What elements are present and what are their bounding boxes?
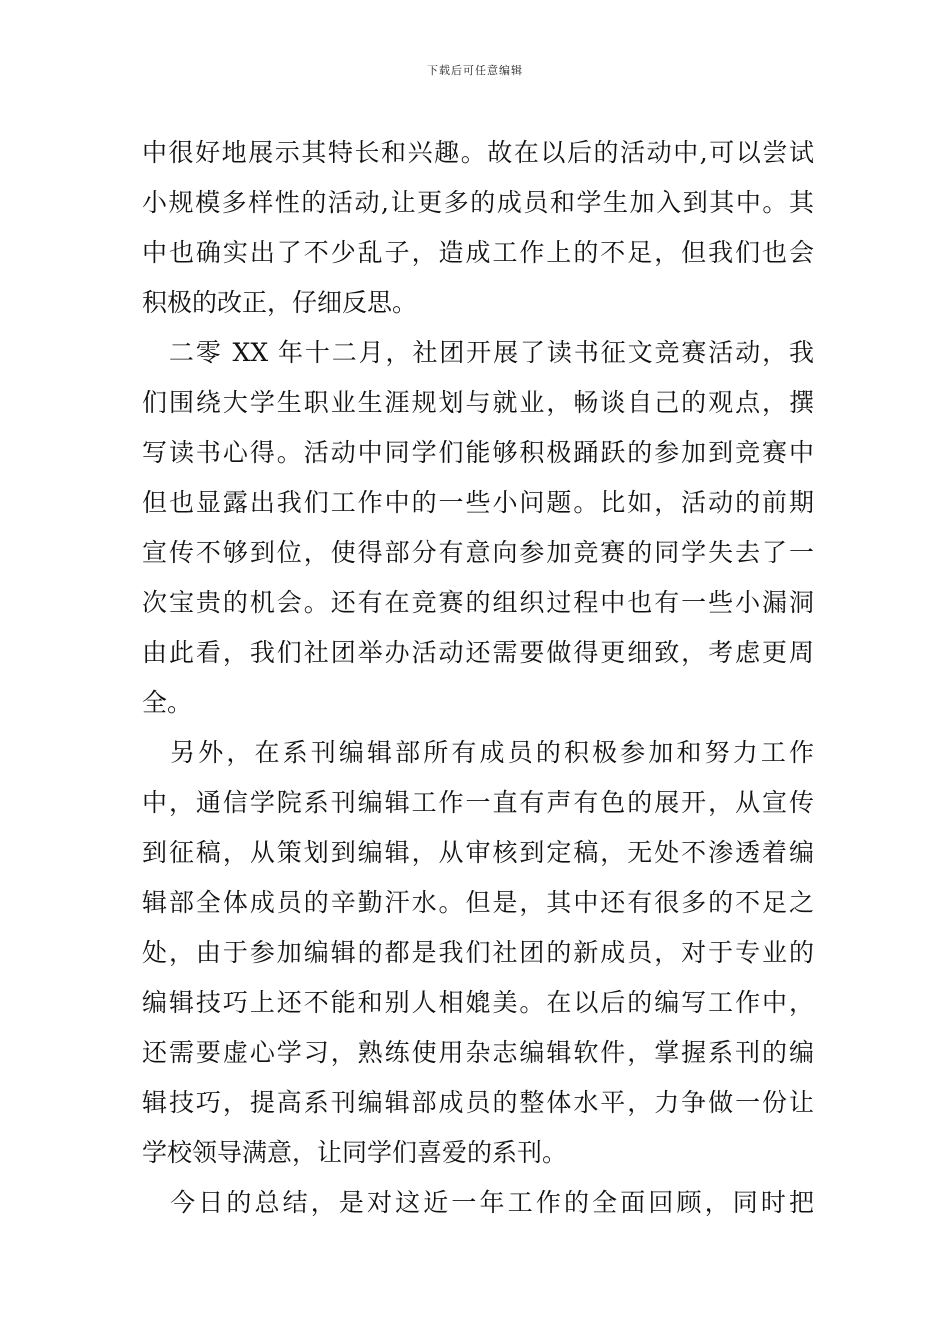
text-line: 写读书心得。活动中同学们能够积极踊跃的参加到竞赛中 (142, 438, 814, 467)
paragraph (142, 128, 814, 328)
text-line: 辑部全体成员的辛勤汗水。但是，其中还有很多的不足之 (142, 888, 814, 917)
text-line: 另外，在系刊编辑部所有成员的积极参加和努力工作 (142, 738, 814, 767)
text-line: 们围绕大学生职业生涯规划与就业，畅谈自己的观点，撰 (142, 388, 814, 417)
text-line: 辑技巧，提高系刊编辑部成员的整体水平，力争做一份让 (142, 1088, 814, 1117)
text-line: 宣传不够到位，使得部分有意向参加竞赛的同学失去了一 (142, 538, 814, 567)
text-line: 编辑技巧上还不能和别人相媲美。在以后的编写工作中， (142, 988, 814, 1017)
paragraph (142, 1178, 814, 1228)
text-line: 处，由于参加编辑的都是我们社团的新成员，对于专业的 (142, 938, 814, 967)
text-line: 今日的总结，是对这近一年工作的全面回顾，同时把 (142, 1188, 814, 1217)
text-line: 中也确实出了不少乱子，造成工作上的不足，但我们也会 (142, 238, 814, 267)
text-line: 还需要虚心学习，熟练使用杂志编辑软件，掌握系刊的编 (142, 1038, 814, 1067)
text-line: 二零 XX 年十二月，社团开展了读书征文竞赛活动，我 (142, 338, 814, 367)
page-header-note: 下载后可任意编辑 (427, 64, 523, 77)
text-line: 积极的改正，仔细反思。 (142, 288, 418, 317)
paragraph (142, 728, 814, 1178)
text-line: 全。 (142, 688, 193, 717)
text-line: 中，通信学院系刊编辑工作一直有声有色的展开，从宣传 (142, 788, 814, 817)
text-line: 到征稿，从策划到编辑，从审核到定稿，无处不渗透着编 (142, 838, 814, 867)
text-line: 由此看，我们社团举办活动还需要做得更细致，考虑更周 (142, 638, 814, 667)
text-line: 学校领导满意，让同学们喜爱的系刊。 (142, 1138, 568, 1167)
text-line: 但也显露出我们工作中的一些小问题。比如，活动的前期 (142, 488, 814, 517)
text-line: 次宝贵的机会。还有在竞赛的组织过程中也有一些小漏洞 (142, 588, 814, 617)
text-line: 小规模多样性的活动,让更多的成员和学生加入到其中。其 (142, 188, 814, 217)
text-line: 中很好地展示其特长和兴趣。故在以后的活动中,可以尝试 (142, 138, 814, 167)
document-body (142, 128, 814, 1228)
paragraph (142, 328, 814, 728)
